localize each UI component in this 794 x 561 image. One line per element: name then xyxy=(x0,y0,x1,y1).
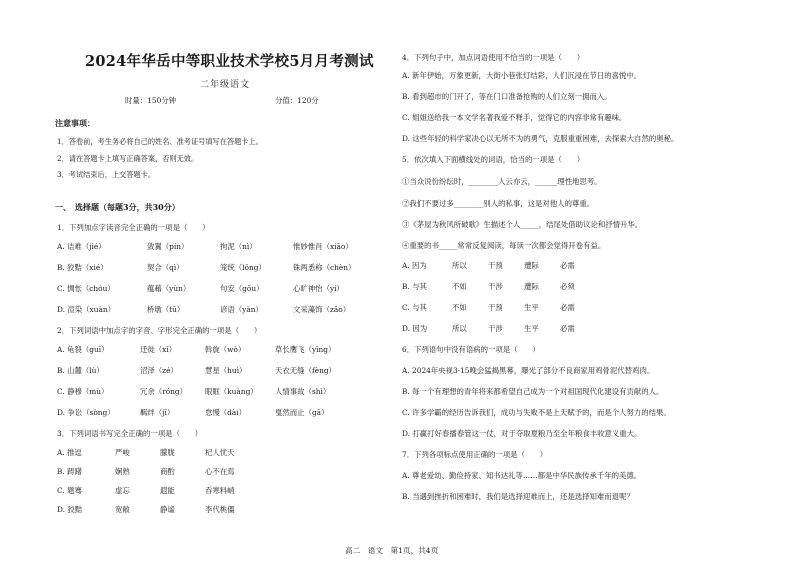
option-cell: 句安（gōu） xyxy=(220,284,264,293)
option-cell: 天衣无缝（fèng） xyxy=(275,366,336,375)
total-score: 分值：120分 xyxy=(275,96,319,105)
choice-cell: 必需 xyxy=(560,303,575,312)
option-cell: 眼眶（kuàng） xyxy=(205,387,258,396)
question-stem: 3．下列词语书写完全正确的一项是（ ） xyxy=(57,429,203,438)
option-cell: 契合（qì） xyxy=(147,263,184,272)
choice-cell: 遭际 xyxy=(524,282,539,291)
option-line: D. 打赢打好春播春管这一仗，对于夺取夏粮乃至全年粮食丰收意义重大。 xyxy=(402,429,642,438)
option-cell: 笼统（lǒng） xyxy=(220,263,266,272)
choice-cell: 不如 xyxy=(452,303,467,312)
time-limit: 时量：150分钟 xyxy=(125,96,177,105)
option-cell: 商酌 xyxy=(160,467,175,476)
option-cell: 杞人忧天 xyxy=(205,448,235,457)
option-line: D. 这些年轻的科学家决心以无所不为的勇气，克服重重困难，去探索大自然的奥秘。 xyxy=(402,134,679,143)
option-cell: 戛然而止（gā） xyxy=(275,408,329,417)
option-line: A. 2024年央视3·15晚会猛揭黑幕，曝光了部分不良商家用鸡骨泥代替鸡肉。 xyxy=(402,366,655,375)
option-cell: A. 推逗 xyxy=(57,448,82,457)
option-cell: 心旷神怡（yí） xyxy=(293,284,344,293)
option-cell: D. 狡黠 xyxy=(57,505,83,514)
option-cell: 李代桃僵 xyxy=(205,505,235,514)
choice-cell: 干预 xyxy=(488,303,503,312)
option-cell: A. 龟裂（guī） xyxy=(57,345,109,354)
notice-heading: 注意事项： xyxy=(55,118,95,128)
option-cell: 冗余（róng） xyxy=(140,387,188,396)
option-cell: 娴熟 xyxy=(115,467,130,476)
option-line: ③《茅屋为秋风所破歌》生描述个人_____，结尾处借助议论和抒情升华。 xyxy=(402,220,643,229)
choice-cell: 不如 xyxy=(452,282,467,291)
page-footer: 高二 语文 第1页，共4页 xyxy=(345,546,439,555)
notice-item: 1．答卷前，考生务必将自己的姓名、准考证号填写在答题卡上。 xyxy=(57,137,263,146)
choice-cell: 所以 xyxy=(452,261,467,270)
option-cell: 吞寒料峭 xyxy=(205,486,235,495)
option-cell: 朦胧 xyxy=(160,448,175,457)
choice-cell: 必须 xyxy=(560,282,575,291)
option-line: B. 每一个有理想的青年将来都希望自己成为一个对祖国现代化建设有贡献的人。 xyxy=(402,387,664,396)
option-line: C. 姐姐送给我一本文学名著我爱不释手，觉得它的内容非常有趣味。 xyxy=(402,113,627,122)
option-line: ①当众说份纷纭时，________人云亦云，______理性地思考。 xyxy=(402,177,602,186)
option-cell: 草长鹰飞（yīng） xyxy=(275,345,336,354)
question-stem: 4．下列句子中，加点词语使用不恰当的一项是（ ） xyxy=(402,53,585,62)
choice-cell: 干涉 xyxy=(488,282,503,291)
option-cell: C. 题骞 xyxy=(57,486,82,495)
option-cell: 静谧 xyxy=(160,505,175,514)
option-cell: 惟妙惟肖（xiāo） xyxy=(293,242,353,251)
question-stem: 7．下列各项标点使用正确的一项是（ ） xyxy=(402,450,548,459)
option-cell: 慧星（huì） xyxy=(205,366,247,375)
option-cell: C. 静穆（mù） xyxy=(57,387,109,396)
option-cell: C. 惆怅（chóu） xyxy=(57,284,115,293)
option-cell: 虚忘 xyxy=(115,486,130,495)
option-cell: 敛翼（pín） xyxy=(147,242,189,251)
option-cell: B. 踌躇 xyxy=(57,467,82,476)
question-stem: 2．下列词语中加点字的字音、字形完全正确的一项是（ ） xyxy=(57,326,262,335)
section-heading: 一、 选择题（每题3分，共30分） xyxy=(55,202,180,212)
option-cell: 怠慢（dài） xyxy=(205,408,247,417)
option-cell: 桥墩（tū） xyxy=(147,305,185,314)
option-cell: 文采藻饰（zǎo） xyxy=(293,305,351,314)
option-line: A. 新年伊始，万象更新，大街小巷张灯结彩，人们沉浸在节日的喜悦中。 xyxy=(402,71,642,80)
option-cell: 迁徙（xǐ） xyxy=(140,345,177,354)
exam-subtitle: 二年级语文 xyxy=(200,80,251,90)
option-line: A. 尊老爱幼、勤俭持家、知书达礼等……都是中华民族传承千年的美德。 xyxy=(402,471,642,480)
option-cell: D. 渲染（xuàn） xyxy=(57,305,116,314)
notice-item: 3．考试结束后，上交答题卡。 xyxy=(57,170,156,179)
option-line: B. 看到超市的门开了，等在门口准备抢购的人们立刻一拥而入。 xyxy=(402,92,612,101)
option-cell: A. 诘难（jié） xyxy=(57,242,106,251)
option-cell: D. 争讼（sòng） xyxy=(57,408,115,417)
question-stem: 6．下列语句中没有语病的一项是（ ） xyxy=(402,345,540,354)
question-stem: 5．依次填入下面横线处的词语，恰当的一项是（ ） xyxy=(402,155,585,164)
choice-cell: 遭际 xyxy=(524,261,539,270)
option-cell: 严峻 xyxy=(115,448,130,457)
choice-cell: A. 因为 xyxy=(402,261,427,270)
option-cell: 遐能 xyxy=(160,486,175,495)
option-cell: 宽敞 xyxy=(115,505,130,514)
option-cell: B. 山麓（lù） xyxy=(57,366,104,375)
notice-item: 2．请在答题卡上填写正确答案，否则无效。 xyxy=(57,154,199,163)
option-cell: 拘泥（nì） xyxy=(220,242,257,251)
left-column xyxy=(55,0,377,561)
option-cell: 心不在焉 xyxy=(205,467,235,476)
choice-cell: B. 与其 xyxy=(402,282,427,291)
option-cell: 沼泽（zé） xyxy=(140,366,178,375)
option-cell: 谚语（yàn） xyxy=(220,305,263,314)
choice-cell: 干涉 xyxy=(488,324,503,333)
option-line: ②我们不要过多________别人的私事，这是对他人的尊重。 xyxy=(402,199,595,208)
choice-cell: D. 因为 xyxy=(402,324,428,333)
option-line: B. 当遇到挫折和困难时，我们是选择迎难而上，还是选择知难而退呢？ xyxy=(402,492,634,501)
option-cell: 人情事故（shì） xyxy=(275,387,331,396)
option-cell: 蕴藉（yùn） xyxy=(147,284,191,293)
choice-cell: 生平 xyxy=(524,303,539,312)
option-cell: 羁绊（jī） xyxy=(140,408,175,417)
exam-title: 2024年华岳中等职业技术学校5月月考测试 xyxy=(85,53,374,70)
option-cell: 斡旋（wò） xyxy=(205,345,246,354)
option-line: ④重要的书_____常常反复阅读，每读一次都会觉得开卷有益。 xyxy=(402,241,606,250)
question-stem: 1．下列加点字读音完全正确的一项是（ ） xyxy=(57,223,210,232)
choice-cell: 必需 xyxy=(560,324,575,333)
choice-cell: 生平 xyxy=(524,324,539,333)
choice-cell: C. 与其 xyxy=(402,303,427,312)
choice-cell: 干预 xyxy=(488,261,503,270)
choice-cell: 所以 xyxy=(452,324,467,333)
choice-cell: 必需 xyxy=(560,261,575,270)
right-column xyxy=(400,0,745,561)
option-cell: 铢两悉称（chèn） xyxy=(293,263,356,272)
option-cell: B. 狡黠（xié） xyxy=(57,263,108,272)
option-line: C. 许多学霸的经历告诉我们，成功与失败不是上天赋予的，而是个人努力的结果。 xyxy=(402,408,671,417)
